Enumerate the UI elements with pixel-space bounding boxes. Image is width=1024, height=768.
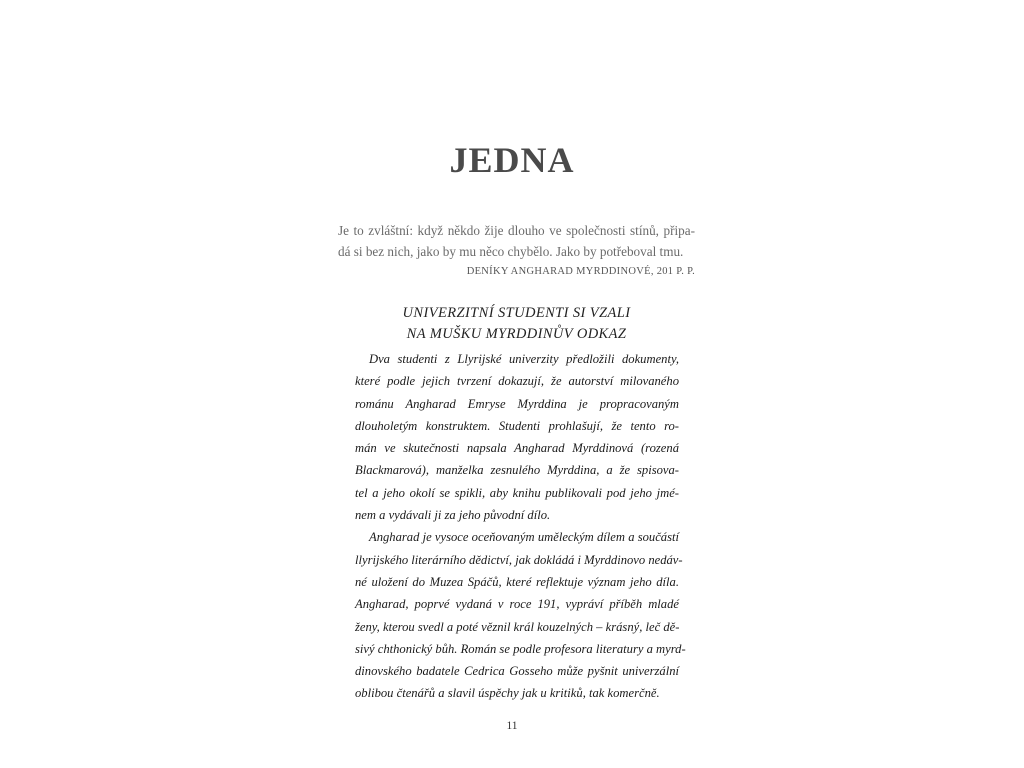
body-line: Dva studenti z Llyrijské univerzity předložili dokumenty,: [369, 352, 679, 366]
body-line: sivý chthonický bůh. Román se podle profesora literatury a myrd-: [355, 641, 686, 656]
body-line: románu Angharad Emryse Myrddina je propracovaným: [355, 396, 679, 411]
body-line: Angharad, poprvé vydaná v roce 191, vypráví příběh mladé: [355, 597, 679, 612]
body-line: ženy, kterou svedl a poté věznil král kouzelných – krásný, leč dě-: [355, 619, 680, 634]
body-line: tel a jeho okolí se spikli, aby knihu publikovali pod jeho jmé-: [355, 485, 679, 500]
article-heading-line: NA MUŠKU MYRDDINŮV ODKAZ: [406, 326, 627, 342]
body-line: dlouholetým konstruktem. Studenti prohlašují, že tento ro-: [355, 418, 679, 433]
body-line: oblibou čtenářů a slavil úspěchy jak u kritiků, tak komerčně.: [355, 686, 660, 701]
article-heading-line: UNIVERZITNÍ STUDENTI SI VZALI: [402, 305, 631, 321]
body-line: které podle jejich tvrzení dokazují, že autorství milovaného: [355, 374, 679, 389]
body-line: mán ve skutečnosti napsala Angharad Myrddinová (rozená: [355, 441, 679, 456]
article-heading: [338, 303, 695, 345]
epigraph-source: DENÍKY ANGHARAD MYRDDINOVÉ, 201 P. P.: [466, 266, 695, 277]
chapter-title: JEDNA: [449, 140, 575, 180]
body-line: né uložení do Muzea Spáčů, které reflektuje význam jeho díla.: [355, 574, 679, 589]
epigraph-line: dá si bez nich, jako by mu něco chybělo. Jako by potřeboval tmu.: [338, 244, 684, 259]
article-paragraph: [355, 526, 686, 704]
body-line: dinovského badatele Cedrica Gosseho může pyšnit univerzální: [355, 664, 679, 679]
article-body: [355, 348, 686, 705]
body-line: nem a vydávali ji za jeho původní dílo.: [355, 508, 551, 523]
body-line: llyrijského literárního dědictví, jak dokládá i Myrddinovo nedáv-: [355, 552, 683, 567]
body-line: Blackmarová), manželka zesnulého Myrddina, a že spisova-: [355, 463, 679, 478]
page-number: 11: [506, 720, 518, 732]
epigraph: [338, 220, 695, 262]
article-paragraph: [355, 348, 679, 526]
body-line: Angharad je vysoce oceňovaným uměleckým dílem a součástí: [369, 530, 679, 545]
epigraph-line: Je to zvláštní: když někdo žije dlouho ve společnosti stínů, připa-: [338, 223, 695, 238]
